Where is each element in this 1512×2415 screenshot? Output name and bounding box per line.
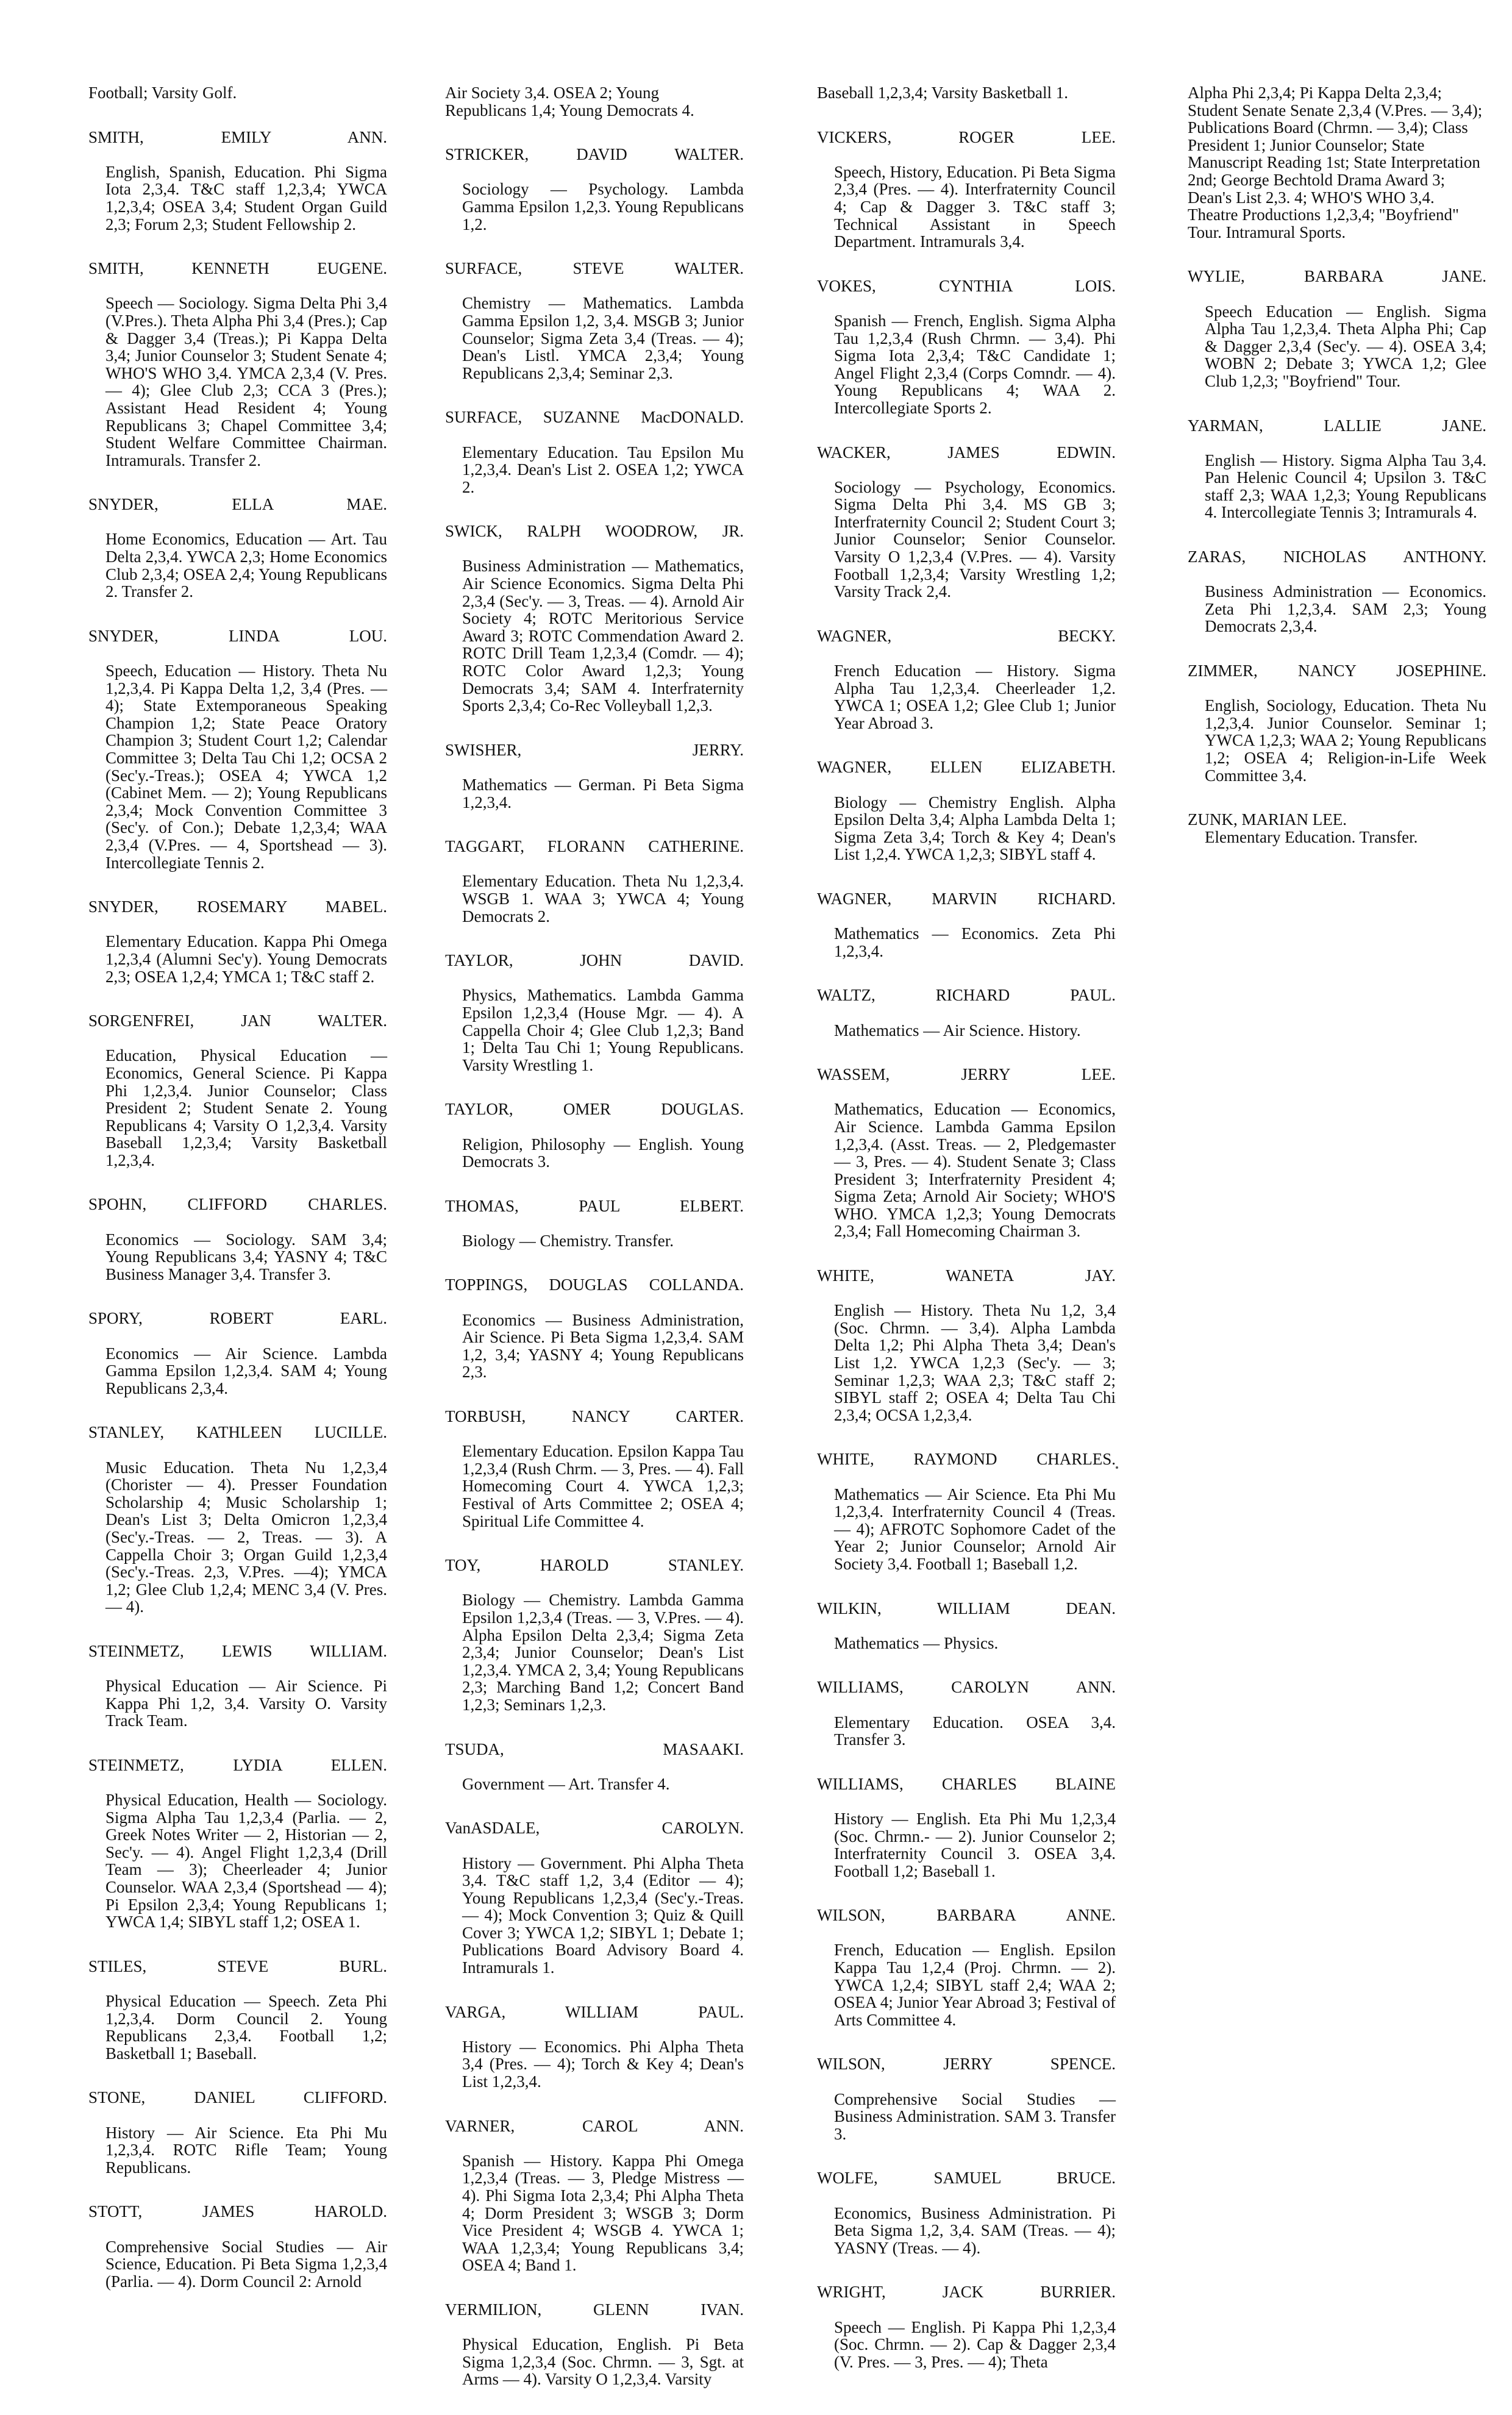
senior-name: TSUDA, MASAAKI. — [445, 1739, 744, 1758]
senior-activities: Mathematics — Economics. Zeta Phi 1,2,3,4. — [834, 924, 1116, 960]
senior-activities: Physical Education, English. Pi Beta Sigma 1,2,3,4 (Soc. Chrmn. — 3, Sgt. at Arms — 4). Varsity O 1,2,3,4. Varsity — [462, 2335, 744, 2389]
senior-name: SORGENFREI, JAN WALTER. — [88, 1011, 387, 1030]
column-continuation: Air Society 3,4. OSEA 2; Young Republicans 1,4; Young Democrats 4. — [445, 84, 694, 120]
senior-entry — [817, 1066, 1116, 1240]
senior-activities: Comprehensive Social Studies — Business Administration. SAM 3. Transfer 3. — [834, 2089, 1116, 2143]
senior-activities: French, Education — English. Epsilon Kappa Tau 1,2,4 (Proj. Chrmn. — 2). YWCA 1,2,4; SIBYL staff 2,4; WAA 2; OSEA 4; Junior Year Abroad 3; Festival of Arts Committee 4. — [834, 1941, 1116, 2029]
senior-name: STONE, DANIEL CLIFFORD. — [88, 2088, 387, 2107]
senior-entry — [817, 2283, 1116, 2370]
senior-name: WILLIAMS, CHARLES BLAINE — [817, 1774, 1116, 1793]
senior-activities: Education, Physical Education — Economics, General Science. Pi Kappa Phi 1,2,3,4. Junior Counselor; Class President 2; Student Senate 2. Young Republicans 4; Varsity O 1,2,3,4. Varsity Baseball 1,2,3,4; Varsity Basketball 1,2,3,4. — [105, 1046, 387, 1169]
senior-entry — [88, 627, 387, 871]
senior-entry — [817, 890, 1116, 960]
senior-name: SMITH, EMILY ANN. — [88, 127, 387, 146]
column-1 — [88, 84, 387, 2317]
senior-name: STANLEY, KATHLEEN LUCILLE. — [88, 1423, 387, 1442]
senior-entry — [445, 2117, 744, 2274]
senior-entry — [817, 1450, 1116, 1572]
senior-name: WAGNER, BECKY. — [817, 626, 1116, 645]
senior-name: SWISHER, JERRY. — [445, 740, 744, 759]
senior-entry — [445, 1408, 744, 1530]
senior-activities: Mathematics, Education — Economics, Air Science. Lambda Gamma Epsilon 1,2,3,4. (Asst. Treas. — 2, Pledgemaster — 3, Pres. — 4). Student Senate 3; Class President 3; Interfraternity President 4; Sigma Zeta; Arnold Air Society; WHO'S WHO. YMCA 1,2,3; Young Democrats 2,3,4; Fall Homecoming Chairman 3. — [834, 1100, 1116, 1241]
senior-entry — [88, 260, 387, 469]
senior-entry — [445, 952, 744, 1074]
senior-activities: French Education — History. Sigma Alpha Tau 1,2,3,4. Cheerleader 1,2. YWCA 1; OSEA 1,2; Glee Club 1; Junior Year Abroad 3. — [834, 662, 1116, 732]
senior-activities: Mathematics — Air Science. History. — [834, 1021, 1081, 1040]
senior-entry — [817, 1267, 1116, 1424]
column-continuation: Baseball 1,2,3,4; Varsity Basketball 1. — [817, 84, 1068, 102]
senior-entry — [445, 2301, 744, 2388]
senior-activities: Economics — Sociology. SAM 3,4; Young Republicans 3,4; YASNY 4; T&C Business Manager 3,4. Transfer 3. — [105, 1230, 387, 1283]
senior-name: SURFACE, STEVE WALTER. — [445, 259, 744, 278]
senior-entry — [817, 1775, 1116, 1880]
senior-entry — [817, 1600, 1116, 1652]
senior-name: WOLFE, SAMUEL BRUCE. — [817, 2169, 1116, 2188]
senior-entry — [88, 1196, 387, 1283]
senior-activities: Elementary Education. Kappa Phi Omega 1,2,3,4 (Alumni Sec'y). Young Democrats 2,3; OSEA 1,2,4; YMCA 1; T&C staff 2. — [105, 932, 387, 986]
senior-entry — [88, 2203, 387, 2290]
senior-activities: English, Sociology, Education. Theta Nu 1,2,3,4. Junior Counselor. Seminar 1; YWCA 1,2,3; WAA 2; Young Republicans 1,2; OSEA 4; Religion-in-Life Week Committee 3,4. — [1205, 696, 1486, 785]
senior-activities: Biology — Chemistry. Lambda Gamma Epsilon 1,2,3,4 (Treas. — 3, V.Pres. — 4). Alpha Epsilon Delta 2,3,4; Sigma Zeta 2,3,4; Junior Counselor; Dean's List 1,2,3,4. YMCA 2, 3,4; Young Republicans 2,3; Marching Band 1,2; Concert Band 1,2,3; Seminars 1,2,3. — [462, 1591, 744, 1714]
senior-activities: Speech, History, Education. Pi Beta Sigma 2,3,4 (Pres. — 4). Interfraternity Council 4; Cap & Dagger 3. T&C staff 3; Technical Assistant in Speech Department. Intramurals 3,4. — [834, 162, 1116, 251]
senior-entry — [1188, 811, 1486, 846]
senior-name: SURFACE, SUZANNE MacDONALD. — [445, 408, 744, 427]
senior-entry — [445, 260, 744, 382]
senior-entry — [817, 1907, 1116, 2028]
senior-activities: Religion, Philosophy — English. Young Democrats 3. — [462, 1135, 744, 1171]
senior-name: WILLIAMS, CAROLYN ANN. — [817, 1678, 1116, 1697]
senior-entry — [445, 1557, 744, 1713]
senior-name: WACKER, JAMES EDWIN. — [817, 443, 1116, 462]
senior-name: VICKERS, ROGER LEE. — [817, 127, 1116, 146]
senior-entry — [445, 1197, 744, 1250]
senior-activities: Mathematics — German. Pi Beta Sigma 1,2,3,4. — [462, 776, 744, 812]
senior-entry — [445, 523, 744, 715]
senior-name: VanASDALE, CAROLYN. — [445, 1819, 744, 1838]
senior-name: ZUNK, MARIAN LEE. — [1188, 810, 1347, 829]
senior-entry — [88, 1958, 387, 2063]
senior-activities: Spanish — History. Kappa Phi Omega 1,2,3,4 (Treas. — 3, Pledge Mistress — 4). Phi Sigma Iota 2,3,4; Phi Alpha Theta 4; Dorm President 3; WSGB 3; Dorm Vice President 4; WSGB 4. YWCA 1; WAA 1,2,3,4; Young Republicans 3,4; OSEA 4; Band 1. — [462, 2151, 744, 2275]
senior-activities: Physical Education, Health — Sociology. Sigma Alpha Tau 1,2,3,4 (Parlia. — 2, Greek Notes Writer — 2, Historian — 2, Sec'y. — 4). Angel Flight 1,2,3,4 (Drill Team — 3); Cheerleader 4; Junior Counselor. WAA 2,3,4 (Sportshead — 4); Pi Epsilon 2,3,4; Young Republicans 1; YWCA 1,4; SIBYL staff 1,2; OSEA 1. — [105, 1791, 387, 1932]
senior-activities: Biology — Chemistry. Transfer. — [462, 1231, 674, 1250]
senior-entry — [1188, 548, 1486, 635]
senior-activities: Physical Education — Speech. Zeta Phi 1,2,3,4. Dorm Council 2. Young Republicans 2,3,4. Football 1,2; Basketball 1; Baseball. — [105, 1992, 387, 2063]
senior-entry — [88, 1757, 387, 1931]
senior-entry — [445, 1819, 744, 1976]
senior-activities: Mathematics — Physics. — [834, 1633, 999, 1652]
senior-entry — [445, 741, 744, 811]
senior-activities: Elementary Education. Theta Nu 1,2,3,4. WSGB 1. WAA 3; YWCA 4; Young Democrats 2. — [462, 872, 744, 926]
senior-entry — [817, 986, 1116, 1039]
senior-name: TAGGART, FLORANN CATHERINE. — [445, 837, 744, 856]
senior-name: WAGNER, ELLEN ELIZABETH. — [817, 758, 1116, 777]
senior-entry — [88, 1643, 387, 1730]
senior-activities: Sociology — Psychology, Economics. Sigma Delta Phi 3,4. MS GB 3; Interfraternity Council 2; Student Court 3; Junior Counselor; Senior Counselor. Varsity O 1,2,3,4 (V.Pres. — 4). Varsity Football 1,2,3,4; Varsity Wrestling 1,2; Varsity Track 2,4. — [834, 477, 1116, 601]
senior-activities: History — Air Science. Eta Phi Mu 1,2,3,4. ROTC Rifle Team; Young Republicans. — [105, 2123, 387, 2177]
column-continuation: Football; Varsity Golf. — [88, 84, 237, 102]
senior-activities: English — History. Sigma Alpha Tau 3,4. Pan Helenic Council 4; Upsilon 3. T&C staff 2,3; WAA 1,2,3; Young Republicans 4. Intercollegiate Tennis 3; Intramurals 4. — [1205, 451, 1486, 522]
senior-name: WILSON, BARBARA ANNE. — [817, 1906, 1116, 1925]
senior-entry — [445, 408, 744, 496]
senior-entry — [88, 898, 387, 985]
senior-name: STOTT, JAMES HAROLD. — [88, 2202, 387, 2221]
senior-activities: Physical Education — Air Science. Pi Kappa Phi 1,2, 3,4. Varsity O. Varsity Track Team. — [105, 1677, 387, 1730]
senior-activities: Sociology — Psychology. Lambda Gamma Epsilon 1,2,3. Young Republicans 1,2. — [462, 180, 744, 234]
senior-activities: Speech — English. Pi Kappa Phi 1,2,3,4 (Soc. Chrmn. — 2). Cap & Dagger 2,3,4 (V. Pres. — 3, Pres. — 4); Theta — [834, 2317, 1116, 2371]
column-4 — [1188, 84, 1486, 872]
senior-activities: Elementary Education. OSEA 3,4. Transfer 3. — [834, 1713, 1116, 1749]
senior-activities: Physics, Mathematics. Lambda Gamma Epsilon 1,2,3,4 (House Mgr. — 4). A Cappella Choir 4; Glee Club 1,2,3; Band 1; Delta Tau Chi 1; Young Republicans. Varsity Wrestling 1. — [462, 986, 744, 1074]
senior-entry — [817, 2169, 1116, 2256]
senior-name: THOMAS, PAUL ELBERT. — [445, 1196, 744, 1215]
senior-activities: History — Government. Phi Alpha Theta 3,4. T&C staff 1,2, 3,4 (Editor — 4); Young Republicans 1,2,3,4 (Sec'y.-Treas. — 4); Mock Convention 3; Quiz & Quill Cover 3; YWCA 1,2; SIBYL 1; Debate 1; Publications Board Advisory Board 4. Intramurals 1. — [462, 1853, 744, 1977]
senior-activities: History — English. Eta Phi Mu 1,2,3,4 (Soc. Chrmn.- — 2). Junior Counselor 2; Interfraternity Council 3. OSEA 3,4. Football 1,2; Baseball 1. — [834, 1809, 1116, 1880]
senior-name: TAYLOR, OMER DOUGLAS. — [445, 1100, 744, 1119]
senior-activities: Biology — Chemistry English. Alpha Epsilon Delta 3,4; Alpha Lambda Delta 1; Sigma Zeta 3,4; Torch & Key 4; Dean's List 1,2,4. YWCA 1,2,3; SIBYL staff 4. — [834, 793, 1116, 864]
senior-name: SWICK, RALPH WOODROW, JR. — [445, 522, 744, 541]
senior-entry — [1188, 662, 1486, 784]
senior-name: TOPPINGS, DOUGLAS COLLANDA. — [445, 1275, 744, 1294]
senior-entry — [88, 1310, 387, 1397]
senior-activities: Speech Education — English. Sigma Alpha Tau 1,2,3,4. Theta Alpha Phi; Cap & Dagger 2,3,4 (Sec'y. — 4). OSEA 3,4; WOBN 2; Debate 3; YWCA 1,2; Glee Club 1,2,3; "Boyfriend" Tour. — [1205, 302, 1486, 390]
senior-name: STRICKER, DAVID WALTER. — [445, 145, 744, 164]
senior-entry — [445, 146, 744, 233]
senior-entry — [817, 444, 1116, 601]
senior-name: WYLIE, BARBARA JANE. — [1188, 267, 1486, 286]
senior-name: TORBUSH, NANCY CARTER. — [445, 1407, 744, 1426]
senior-name: TOY, HAROLD STANLEY. — [445, 1556, 744, 1575]
senior-name: VERMILION, GLENN IVAN. — [445, 2300, 744, 2319]
senior-activities: Spanish — French, English. Sigma Alpha Tau 1,2,3,4 (Rush Chrmn. — 3,4). Phi Sigma Iota 2,3,4; T&C Candidate 1; Angel Flight 2,3,4 (Corps Comndr. — 4). Young Republicans 4; WAA 2. Intercollegiate Sports 2. — [834, 311, 1116, 417]
senior-activities: Speech, Education — History. Theta Nu 1,2,3,4. Pi Kappa Delta 1,2, 3,4 (Pres. — 4); State Extemporaneous Speaking Champion 1,2; State Peace Oratory Champion 3; Student Court 1,2; Calendar Committee 3; Delta Tau Chi 1,2; OCSA 2 (Sec'y.-Treas.); OSEA 4; YWCA 1,2 (Cabinet Mem. — 2); Young Republicans 2,3,4; Mock Convention Committee 3 (Sec'y. of Con.); Debate 1,2,3,4; WAA 2,3,4 (V.Pres. — 4, Sportshead — 3). Intercollegiate Tennis 2. — [105, 662, 387, 872]
senior-activities: Business Administration — Mathematics, Air Science Economics. Sigma Delta Phi 2,3,4 (Sec'y. — 3, Treas. — 4). Arnold Air Society 4; ROTC Meritorious Service Award 3; ROTC Commendation Award 2. ROTC Drill Team 1,2,3,4 (Comdr. — 4); ROTC Color Award 1,2,3; Young Democrats 3,4; SAM 4. Interfraternity Sports 2,3,4; Co-Rec Volleyball 1,2,3. — [462, 557, 744, 715]
senior-entry — [817, 758, 1116, 863]
senior-activities: Economics, Business Administration. Pi Beta Sigma 1,2, 3,4. SAM (Treas. — 4); YASNY (Treas. — 4). — [834, 2203, 1116, 2257]
senior-entry — [445, 838, 744, 925]
senior-name: WHITE, RAYMOND CHARLES. — [817, 1450, 1116, 1469]
senior-name: VARGA, WILLIAM PAUL. — [445, 2002, 744, 2021]
senior-entry — [817, 129, 1116, 251]
senior-name: SNYDER, LINDA LOU. — [88, 626, 387, 645]
senior-entry — [88, 129, 387, 234]
senior-name: YARMAN, LALLIE JANE. — [1188, 416, 1486, 435]
senior-entry — [88, 1012, 387, 1169]
senior-activities: Speech — Sociology. Sigma Delta Phi 3,4 (V.Pres.). Theta Alpha Phi 3,4 (Pres.); Cap & Dagger 3,4 (Treas.); Pi Kappa Delta 3,4; Junior Counselor 3; Student Senate 4; WHO'S WHO 3,4. YMCA 2,3,4 (V. Pres. — 4); Glee Club 2,3; CCA 3 (Pres.); Assistant Head Resident 4; Young Republicans 3; Chapel Committee 3,4; Student Welfare Committee Chairman. Intramurals. Transfer 2. — [105, 294, 387, 469]
senior-name: WILKIN, WILLIAM DEAN. — [817, 1599, 1116, 1618]
senior-name: TAYLOR, JOHN DAVID. — [445, 951, 744, 970]
senior-activities: English — History. Theta Nu 1,2, 3,4 (Soc. Chrmn. — 3,4). Alpha Lambda Delta 1,2; Phi Alpha Theta 3,4; Dean's List 1,2. YWCA 1,2,3 (Sec'y. — 3; Seminar 1,2,3; WAA 2,3; T&C staff 2; SIBYL staff 2; OSEA 4; Delta Tau Chi 2,3,4; OCSA 1,2,3,4. — [834, 1301, 1116, 1424]
senior-entry — [817, 2055, 1116, 2142]
senior-name: WAGNER, MARVIN RICHARD. — [817, 889, 1116, 908]
senior-entry — [445, 2003, 744, 2091]
senior-entry — [445, 1100, 744, 1170]
senior-activities: Economics — Business Administration, Air Science. Pi Beta Sigma 1,2,3,4. SAM 1,2, 3,4; YASNY 4; Young Republicans 2,3. — [462, 1310, 744, 1382]
senior-name: SPOHN, CLIFFORD CHARLES. — [88, 1195, 387, 1214]
senior-activities: Economics — Air Science. Lambda Gamma Epsilon 1,2,3,4. SAM 4; Young Republicans 2,3,4. — [105, 1344, 387, 1397]
senior-activities: Mathematics — Air Science. Eta Phi Mu 1,2,3,4. Interfraternity Council 4 (Treas. — 4); AFROTC Sophomore Cadet of the Year 2; Junior Counselor; Arnold Air Society 3,4. Football 1; Baseball 1,2. — [834, 1485, 1116, 1573]
senior-activities: Music Education. Theta Nu 1,2,3,4 (Chorister — 4). Presser Foundation Scholarship 4; Music Scholarship 1; Dean's List 3; Delta Omicron 1,2,3,4 (Sec'y.-Treas. — 2, Treas. — 3). A Cappella Choir 3; Organ Guild 1,2,3,4 (Sec'y.-Treas. 2,3, V.Pres. —4); YMCA 1,2; Glee Club 1,2,4; MENC 3,4 (V. Pres. — 4). — [105, 1458, 387, 1616]
senior-name: VOKES, CYNTHIA LOIS. — [817, 276, 1116, 295]
senior-name: WHITE, WANETA JAY. — [817, 1266, 1116, 1285]
senior-name: STILES, STEVE BURL. — [88, 1957, 387, 1975]
senior-name: STEINMETZ, LYDIA ELLEN. — [88, 1755, 387, 1774]
senior-activities: Government — Art. Transfer 4. — [462, 1774, 670, 1793]
senior-name: WASSEM, JERRY LEE. — [817, 1065, 1116, 1084]
print-speck — [1116, 1466, 1118, 1469]
column-2 — [445, 84, 744, 2415]
senior-name: ZARAS, NICHOLAS ANTHONY. — [1188, 548, 1486, 566]
senior-entry — [817, 277, 1116, 417]
senior-name: STEINMETZ, LEWIS WILLIAM. — [88, 1641, 387, 1660]
senior-name: WALTZ, RICHARD PAUL. — [817, 986, 1116, 1005]
senior-name: SNYDER, ELLA MAE. — [88, 495, 387, 514]
senior-activities: Chemistry — Mathematics. Lambda Gamma Epsilon 1,2, 3,4. MSGB 3; Junior Counselor; Sigma Zeta 3,4 (Treas. — 4); Dean's Listl. YMCA 2,3,4; Young Republicans 2,3,4; Seminar 2,3. — [462, 294, 744, 382]
senior-activities: English, Spanish, Education. Phi Sigma Iota 2,3,4. T&C staff 1,2,3,4; YWCA 1,2,3,4; OSEA 3,4; Student Organ Guild 2,3; Forum 2,3; Student Fellowship 2. — [105, 162, 387, 234]
senior-activities: Business Administration — Economics. Zeta Phi 1,2,3,4. SAM 2,3; Young Democrats 2,3,4. — [1205, 582, 1486, 636]
senior-name: VARNER, CAROL ANN. — [445, 2116, 744, 2135]
senior-entry — [88, 2089, 387, 2176]
senior-activities: Comprehensive Social Studies — Air Science, Education. Pi Beta Sigma 1,2,3,4 (Parlia. — 4). Dorm Council 2: Arnold — [105, 2237, 387, 2291]
column-continuation: Alpha Phi 2,3,4; Pi Kappa Delta 2,3,4; Student Senate Senate 2,3,4 (V.Pres. — 3,4); Publications Board (Chrmn. — 3,4); Class President 1; Junior Counselor; State Manuscript Reading 1st; State Interpretation 2nd; George Bechtold Drama Award 3; Dean's List 2,3. 4; WHO'S WHO 3,4. Theatre Productions 1,2,3,4; "Boyfriend" Tour. Intramural Sports. — [1188, 84, 1483, 241]
column-3 — [817, 84, 1116, 2397]
senior-name: ZIMMER, NANCY JOSEPHINE. — [1188, 662, 1486, 680]
senior-entry — [1188, 268, 1486, 390]
senior-entry — [817, 627, 1116, 732]
senior-activities: Elementary Education. Tau Epsilon Mu 1,2,3,4. Dean's List 2. OSEA 1,2; YWCA 2. — [462, 443, 744, 496]
senior-name: WRIGHT, JACK BURRIER. — [817, 2283, 1116, 2302]
senior-name: WILSON, JERRY SPENCE. — [817, 2055, 1116, 2074]
senior-activities: Home Economics, Education — Art. Tau Delta 2,3,4. YWCA 2,3; Home Economics Club 2,3,4; OSEA 2,4; Young Republicans 2. Transfer 2. — [105, 530, 387, 601]
senior-entry — [88, 1424, 387, 1616]
senior-activities: Elementary Education. Epsilon Kappa Tau 1,2,3,4 (Rush Chrm. — 3, Pres. — 4). Fall Homecoming Court 4. YWCA 1,2,3; Festival of Arts Committee 2; OSEA 4; Spiritual Life Committee 4. — [462, 1442, 744, 1530]
senior-activities: Elementary Education. Transfer. — [1205, 827, 1418, 846]
senior-entry — [88, 496, 387, 601]
senior-activities: History — Economics. Phi Alpha Theta 3,4 (Pres. — 4); Torch & Key 4; Dean's List 1,2,3,4. — [462, 2037, 744, 2091]
senior-entry — [445, 1276, 744, 1381]
senior-name: SNYDER, ROSEMARY MABEL. — [88, 897, 387, 916]
senior-entry — [445, 1741, 744, 1793]
senior-entry — [1188, 417, 1486, 522]
senior-name: SPORY, ROBERT EARL. — [88, 1309, 387, 1328]
senior-name: SMITH, KENNETH EUGENE. — [88, 259, 387, 278]
senior-entry — [817, 1678, 1116, 1748]
